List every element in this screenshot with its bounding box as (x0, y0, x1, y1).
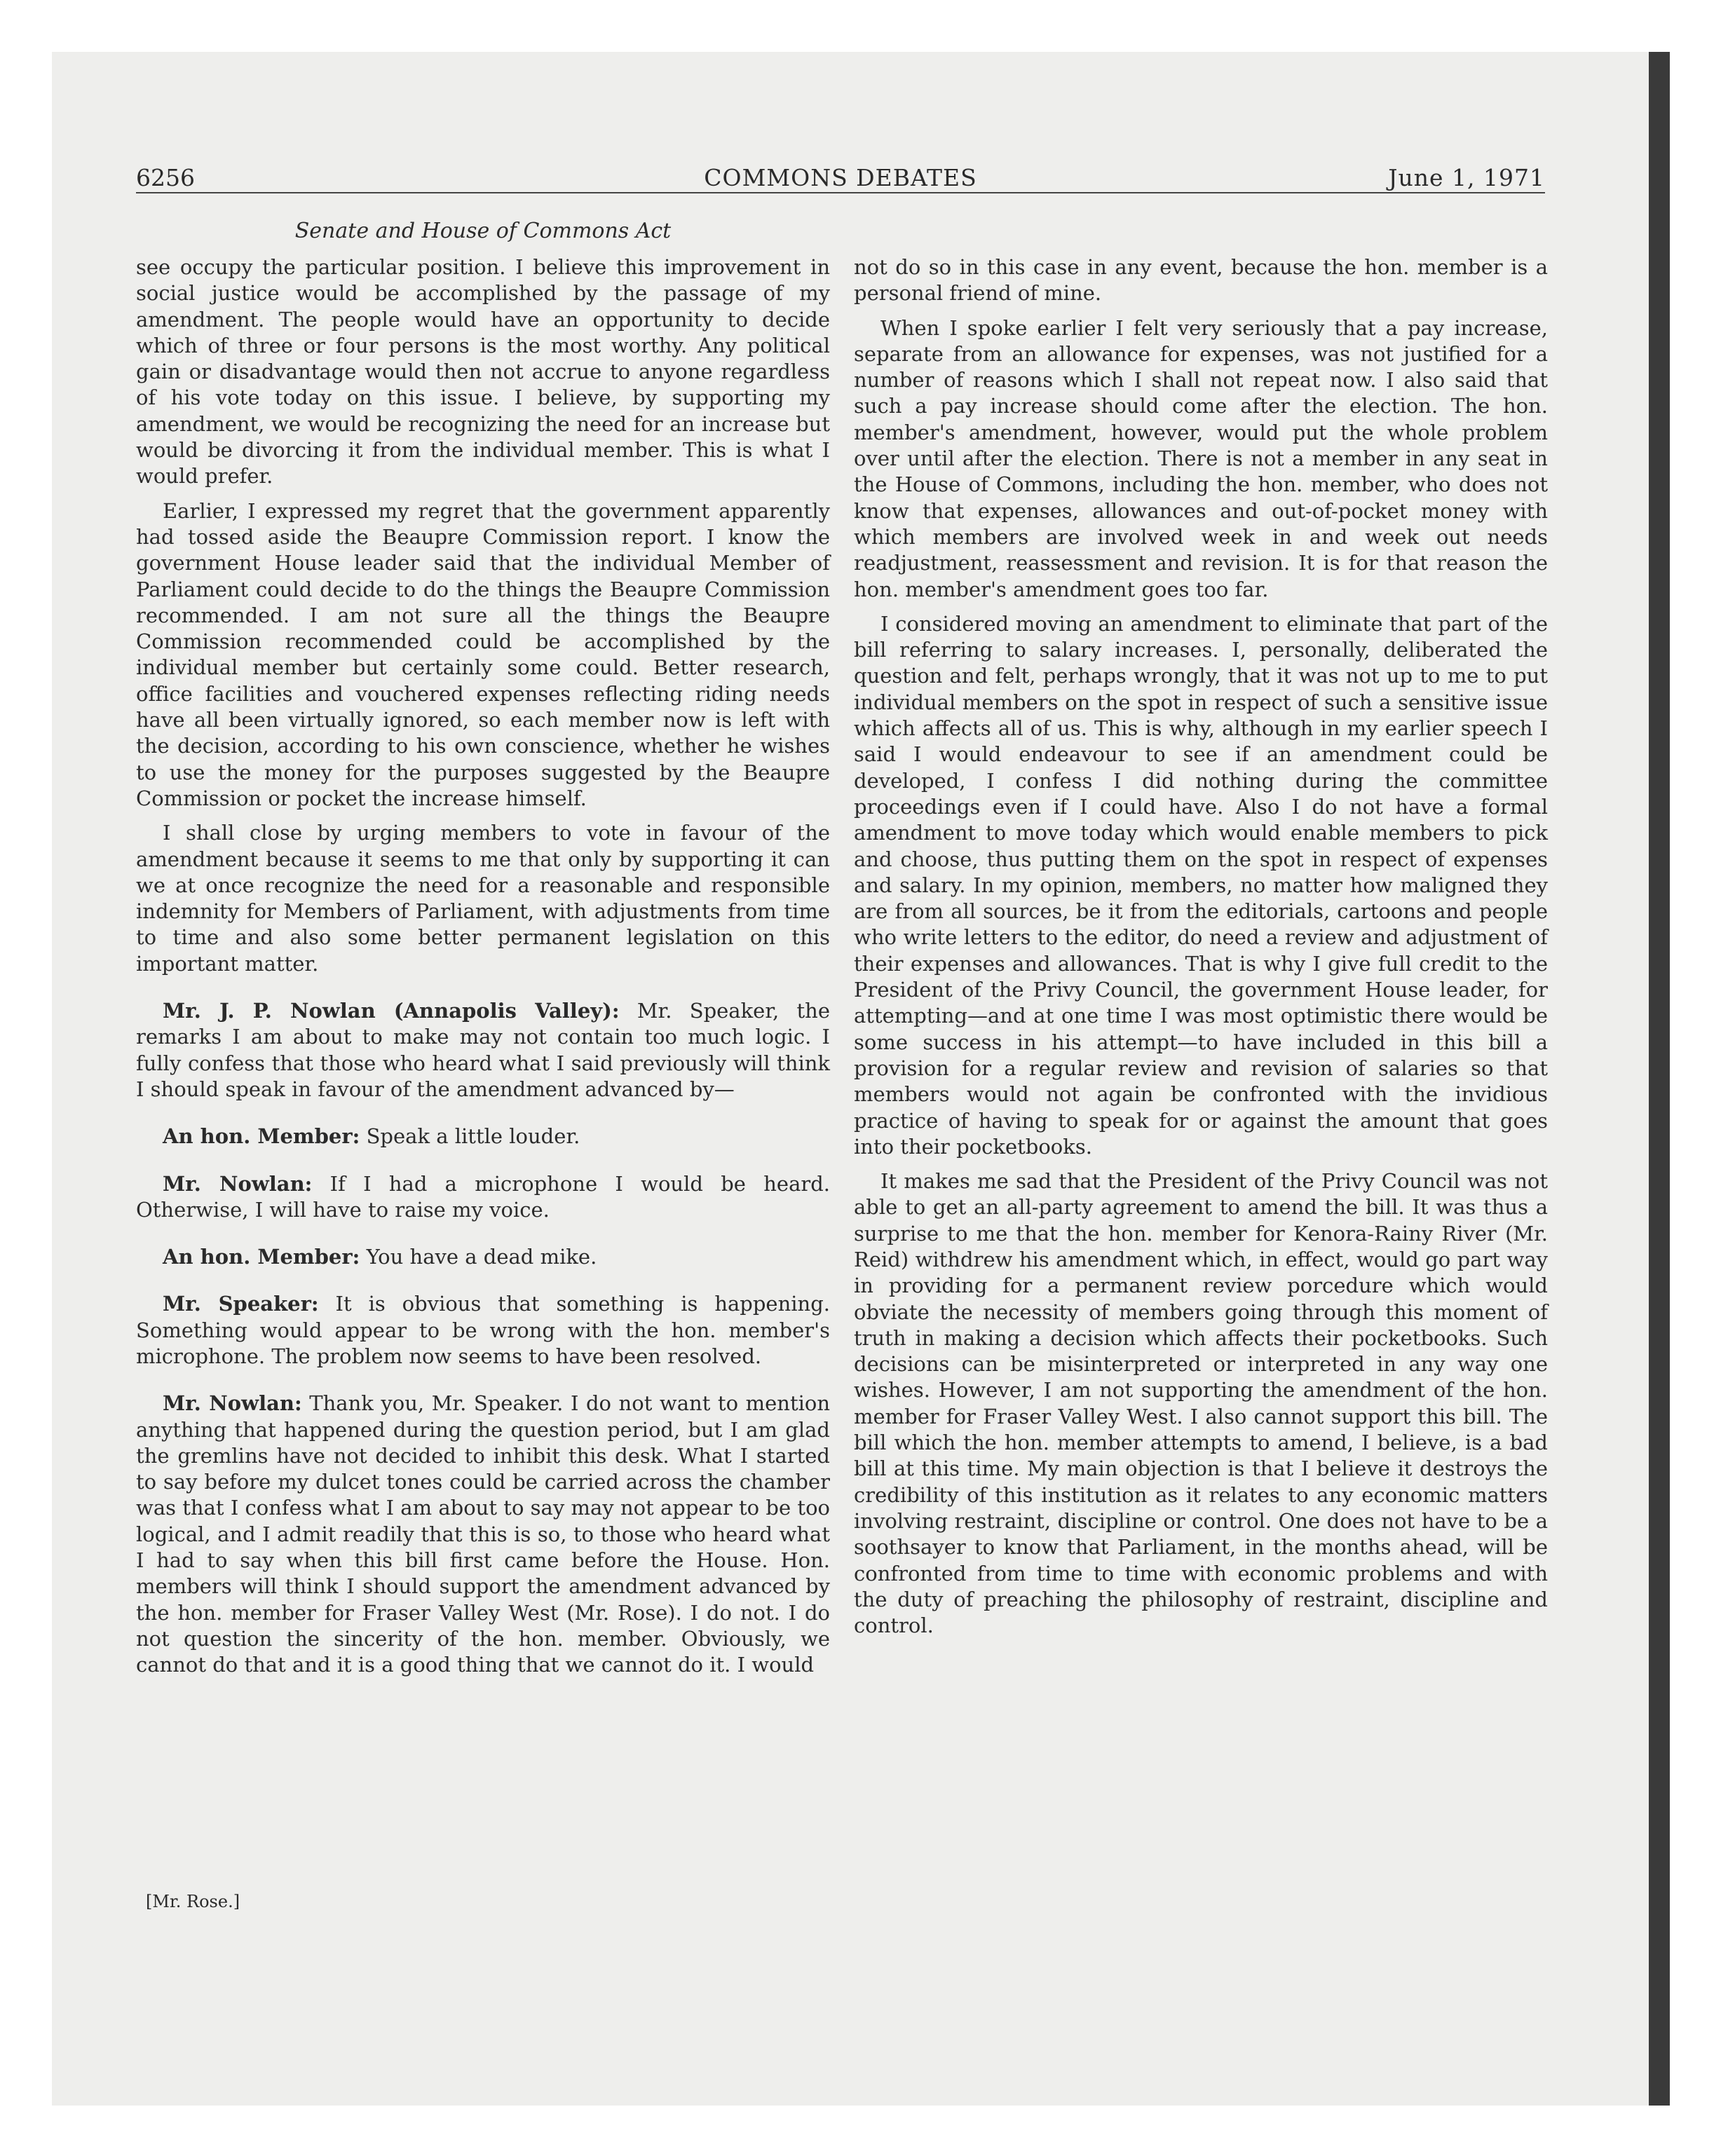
speaker-name: An hon. Member: (163, 1124, 360, 1149)
paragraph: Earlier, I expressed my regret that the government apparently had tossed aside the Beaupre Commission report. I know the government House leader said that the individual Member of Parliament could decide to do the things the Beaupre Commission recommended. I am not sure all the things the Beaupre Commission recommended could be accomplished by the individual member but certainly some could. Better research, office facilities and vouchered expenses reflecting riding needs have all been virtually ignored, so each member now is left with the decision, according to his own conscience, whether he wishes to use the money for the purposes suggested by the Beaupre Commission or pocket the increase himself. (136, 498, 830, 810)
header-rule (136, 192, 1545, 193)
speech-text: Speak a little louder. (366, 1124, 580, 1149)
paragraph: When I spoke earlier I felt very seriously that a pay increase, separate from an allowance for expenses, was not justified for a number of reasons which I shall not repeat now. I also said that such a pay increase should come after the election. The hon. member's amendment, however, would put the whole problem over until after the election. There is not a member in any seat in the House of Commons, including the hon. member, who does not know that expenses, allowances and out-of-pocket money with which members are involved week in and week out needs readjustment, reassessment and revision. It is for that reason the hon. member's amendment goes too far. (854, 315, 1548, 601)
journal-title: COMMONS DEBATES (704, 164, 977, 191)
speech-paragraph (136, 998, 830, 1103)
speech-text: Mr. Speaker, the remarks I am about to make may not contain too much logic. I fully confess that those who heard what I said previously will think I should speak in favour of the amendment advanced by— (136, 999, 831, 1101)
left-column (136, 254, 830, 1687)
speech-text: If I had a microphone I would be heard. Otherwise, I will have to raise my voice. (136, 1171, 831, 1222)
speech-text: You have a dead mike. (366, 1245, 597, 1269)
paragraph: not do so in this case in any event, because the hon. member is a personal friend of mine. (854, 255, 1548, 306)
speech-paragraph (136, 1291, 830, 1370)
running-head: Senate and House of Commons Act (294, 219, 672, 243)
paragraph: I considered moving an amendment to eliminate that part of the bill referring to salary increases. I, personally, deliberated the question and felt, perhaps wrongly, that it was not up to me to put individual members on the spot in respect of such a sensitive issue which affects all of us. This is why, although in my earlier speech I said I would endeavour to see if an amendment could be developed, I confess I did nothing during the committee proceedings even if I could have. Also I do not have a formal amendment to move today which would enable members to pick and choose, thus putting them on the spot in respect of expenses and salary. In my opinion, members, no matter how maligned they are from all sources, be it from the editorials, cartoons and people who write letters to the editor, do need a review and adjustment of their expenses and allowances. That is why I give full credit to the President of the Privy Council, the government House leader, for attempting—and at one time I was most optimistic there would be some success in his attempt—to have included in this bill a provision for a regular review and revision of salaries so that members would not again be confronted with the invidious practice of having to speak for or against the amount that goes into their pocketbooks. (854, 611, 1548, 1159)
speech-paragraph (136, 1391, 830, 1678)
paragraph: see occupy the particular position. I believe this improvement in social justice would be accomplished by the passage of my amendment. The people would have an opportunity to decide which of three or four persons is the most worthy. Any political gain or disadvantage would then not accrue to anyone regardless of his vote today on this issue. I believe, by supporting my amendment, we would be recognizing the need for an increase but would be divorcing it from the individual member. This is what I would prefer. (136, 255, 830, 489)
speech-paragraph (136, 1244, 830, 1270)
paragraph: I shall close by urging members to vote in favour of the amendment because it seems to me that only by supporting it can we at once recognize the need for a reasonable and responsible indemnity for Members of Parliament, with adjustments from time to time and also some better permanent legislation on this important matter. (136, 821, 830, 976)
speech-paragraph (136, 1171, 830, 1224)
paragraph: It makes me sad that the President of the Privy Council was not able to get an all-party agreement to amend the bill. It was thus a surprise to me that the hon. member for Kenora-Rainy River (Mr. Reid) withdrew his amendment which, in effect, would go part way in providing for a permanent review porcedure which would obviate the necessity of members going through this moment of truth in making a decision which affects their pocketbooks. Such decisions can be misinterpreted or interpreted in any way one wishes. However, I am not supporting the amendment of the hon. member for Fraser Valley West. I also cannot support this bill. The bill which the hon. member attempts to amend, I believe, is a bad bill at this time. My main objection is that I believe it destroys the credibility of this institution as it relates to any economic matters involving restraint, discipline or control. One does not have to be a soothsayer to know that Parliament, in the months ahead, will be confronted from time to time with economic problems and with the duty of preaching the philosophy of restraint, discipline and control. (854, 1169, 1548, 1638)
issue-date: June 1, 1971 (1388, 164, 1545, 191)
speaker-name: Mr. J. P. Nowlan (Annapolis Valley): (163, 999, 620, 1023)
footnote: [Mr. Rose.] (146, 1892, 240, 1911)
page-header (136, 164, 1545, 192)
speech-text: It is obvious that something is happening. Something would appear to be wrong with the hon. member's microphone. The problem now seems to have been resolved. (136, 1292, 831, 1368)
scan-edge-bar (1649, 52, 1670, 2106)
speaker-name: Mr. Speaker: (163, 1292, 319, 1316)
right-column (854, 254, 1548, 1647)
speaker-name: An hon. Member: (163, 1245, 360, 1269)
page-number: 6256 (136, 164, 195, 191)
speech-text: Thank you, Mr. Speaker. I do not want to mention anything that happened during the question period, but I am glad the gremlins have not decided to inhibit this desk. What I started to say before my dulcet tones could be carried across the chamber was that I confess what I am about to say may not appear to be too logical, and I admit readily that this is so, to those who heard what I had to say when this bill first came before the House. Hon. members will think I should support the amendment advanced by the hon. member for Fraser Valley West (Mr. Rose). I do not. I do not question the sincerity of the hon. member. Obviously, we cannot do that and it is a good thing that we cannot do it. I would (136, 1391, 831, 1677)
speaker-name: Mr. Nowlan: (163, 1171, 313, 1196)
speaker-name: Mr. Nowlan: (163, 1391, 302, 1416)
speech-paragraph (136, 1124, 830, 1149)
